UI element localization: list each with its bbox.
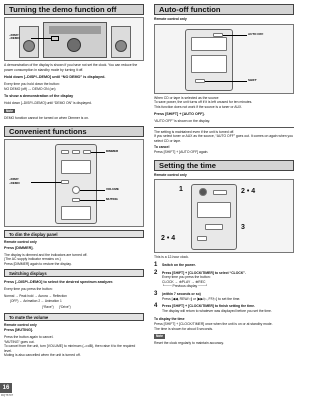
auto-off-leader [223,35,247,36]
time-remote-only: Remote control only [154,172,187,177]
left-column [4,4,144,358]
switch-every: Every time you press the button: [4,287,53,292]
dimmer-leader [91,152,105,153]
step-content [162,271,294,289]
disp-demo-callout: –DISP/ –DEMO [9,33,20,41]
remote-keypad [197,202,231,218]
step-title: Press [SHIFT] + [CLOCK/TIMER] to select “CLOCK”. [162,270,246,275]
display-time-title: To display the time [154,317,185,322]
demo-intro: A demonstration of the display is shown if you have not set the clock. You can reduce the power consumption in standby mode by turning it off. [4,63,138,72]
auto-off-press-body: “AUTO OFF” is shown on the display. [154,119,211,124]
note-body: Reset the clock regularly to maintain accuracy. [154,340,224,345]
divider [154,127,294,128]
left-woofer [23,40,35,52]
muting-leader [80,200,105,201]
mute-body: Press the button again to cancel. “MUTING” goes out. To cancel from the unit, turn [VOLUME] to minimum (–∞dB), then raise it to the required level. Muting is also cancelled when the unit is turned off. [4,335,136,358]
dim-remote-only: Remote control only [4,240,37,245]
time-step [154,303,294,313]
step-title: Press [SHIFT] + [CLOCK/TIMER] to finish setting the time. [162,304,255,309]
remote-lower-keys [61,206,91,220]
disp-demo-button[interactable] [51,36,59,41]
show-demo-title: To show a demonstration of the display [4,94,74,99]
shift-key[interactable] [197,236,207,241]
right-column [154,4,294,345]
auto-cancel-title: To cancel [154,145,170,150]
muting-callout: MUTING [106,197,118,202]
step-detail: The display will return to whatever was displayed before you set the time. [162,308,272,313]
time-step [154,262,294,268]
right-woofer [115,40,127,52]
dimmer-key[interactable] [83,150,91,154]
muting-key[interactable] [72,198,80,202]
step-number: 1 [154,261,158,268]
switch-flow-2: (OFF) ← Animation 2 ← Animation 1 [10,299,62,304]
disp-demo-leader [31,38,51,39]
step-content [162,304,294,313]
clock-timer-key[interactable] [213,190,227,195]
auto-off-section-header: Auto-off function [154,4,294,15]
show-demo-body: Hold down [–DISP/–DEMO] until “DEMO ON” is displayed. [4,101,92,106]
dimmer-callout: DIMMER [106,149,119,154]
step-marker-2-4-shift: 2 • 4 [161,235,176,243]
step-number: 3 [154,291,158,298]
disp-demo-key[interactable] [61,180,69,184]
remote-keypad [61,160,91,174]
auto-off-remote-figure [154,24,294,94]
auto-off-key[interactable] [213,33,223,37]
dim-body: The display is dimmed and the indicators are turned off. (The AC supply indicator remains on.) Press [DIMMER] again to restore the display. [4,252,88,266]
switch-flow-1: Normal → Peak hold → Aurora → Reflection [4,293,67,298]
note-badge: Note [6,108,14,113]
demo-section-header: Turning the demo function off [4,4,144,15]
mute-subheader: To mute the volume [4,313,144,321]
step-detail: Press [◀◀, REW/◁] or [▶▶/▷, FF/▷] to set the time. [162,296,241,301]
time-section-header: Setting the time [154,160,294,171]
convenient-section-header: Convenient functions [4,126,144,137]
remote-upper-keys [191,37,227,51]
mute-remote-only: Remote control only [4,322,37,327]
step-content [162,292,294,301]
step-number: 2 [154,269,158,276]
auto-off-press: Press [SHIFT] + [AUTO OFF]. [154,112,205,117]
page-code: RQT6707 [1,393,14,397]
remote-middle-keys [191,55,227,73]
step-title: (within 7 seconds or so) [162,292,201,297]
remote-key[interactable] [72,150,80,154]
hold-title: Hold down [–DISP/–DEMO] until “NO DEMO” is displayed. [4,75,106,80]
switch-subheader: Switching displays [4,269,144,277]
display-panel [49,26,101,34]
shift-leader [205,81,247,82]
step-number: 4 [154,303,158,310]
volume-knob [67,38,81,52]
step-content [162,263,294,268]
time-step [154,291,294,301]
dim-press: Press [DIMMER]. [4,245,34,250]
auto-remote-only: Remote control only [154,17,187,21]
page-number: 16 [0,383,12,393]
time-remote-figure [154,179,294,253]
step-title: Switch on the power. [162,262,196,267]
shift-callout: SHIFT [248,77,257,82]
disp-demo-callout-2: –DISP/ –DEMO [9,177,20,185]
step-marker-2-4: 2 • 4 [241,188,256,196]
step-marker-1: 1 [179,186,183,194]
time-steps [154,262,294,314]
auto-off-callout: AUTO OFF [248,31,264,36]
switch-press: Press [–DISP/–DEMO] to select the desired spectrum analyzer. [4,280,114,285]
auto-off-keep: The setting is maintained even if the unit is turned off. If you select tuner or AUX as the source, “AUTO OFF” goes out. It comes on again when you select CD or tape. [154,129,294,143]
skip-keys[interactable] [205,224,223,230]
note-badge: Note [156,334,164,339]
device-figure-demo [4,17,144,61]
remote-figure [4,139,144,227]
shift-key[interactable] [195,79,205,83]
hold-body: Every time you hold down the button: NO DEMO (off) ↔ DEMO ON (on) [4,82,60,91]
time-step [154,270,294,289]
remote-key[interactable] [61,150,69,154]
note-body: DEMO function cannot be turned on when Dimmer is on. [4,115,89,120]
dim-subheader: To dim the display panel [4,230,144,238]
auto-off-body: When CD or tape is selected as the source To save power, the unit turns off if it is left unused for ten minutes. This function does not work if the source is a tuner or AUX. [154,95,253,109]
mute-press: Press [MUTING]. [4,328,34,333]
time-intro: This is a 12-hour clock. [154,255,189,260]
auto-cancel-body: Press [SHIFT] + [AUTO OFF] again. [154,149,209,154]
step-marker-3: 3 [241,224,245,232]
volume-callout: VOLUME [106,187,119,192]
volume-leader [80,190,105,191]
step-detail: Every time you press the button: CLOCK → ⊕PLAY → ⊕REC └─── Previous display ───┘ [162,275,211,289]
switch-flow-3: (“Rave”) (“Drive”) [42,305,71,310]
display-time-body: Press [SHIFT] + [CLOCK/TIMER] once when the unit is on or at standby mode. The time is shown for about 5 seconds. [154,322,273,331]
disp-demo-leader-2 [31,182,61,183]
